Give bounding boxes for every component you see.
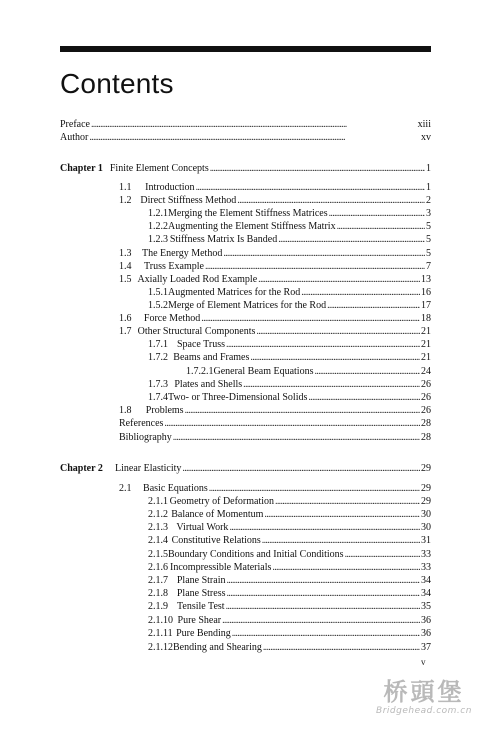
dot-leader [258, 273, 420, 286]
toc-entry-page: 33 [421, 562, 431, 573]
toc-entry-title: Plane Strain [176, 575, 226, 586]
toc-entry-title: Preface [60, 119, 90, 130]
toc-entry-page: 21 [421, 326, 431, 337]
toc-entry-page: 29 [421, 483, 431, 494]
section-number: 1.7 [119, 326, 132, 337]
dot-leader [327, 299, 420, 312]
toc-entry-title: Incompressible Materials [170, 562, 272, 573]
toc-entry-title: Geometry of Deformation [169, 496, 275, 507]
toc-entry-2-1-12[interactable] [148, 641, 431, 654]
dot-leader [264, 508, 420, 521]
section-number: 2.1.11 [148, 628, 173, 639]
dot-leader [226, 338, 420, 351]
section-number: 2.1.1 [148, 496, 168, 507]
toc-entry-1-7-2[interactable] [148, 351, 431, 364]
dot-leader [314, 365, 420, 378]
toc-entry-title: Space Truss [176, 339, 226, 350]
toc-entry-page: 1 [426, 163, 431, 174]
toc-entry-page: 29 [421, 496, 431, 507]
toc-entry-page: 28 [421, 432, 431, 443]
toc-entry-page: 35 [421, 601, 431, 612]
toc-entry-page: 13 [421, 274, 431, 285]
section-number: 2.1.5 [148, 549, 168, 560]
toc-entry-page: 21 [421, 352, 431, 363]
section-number: 1.1 [119, 182, 132, 193]
dot-leader [232, 627, 420, 640]
toc-entry-title: Augmenting the Element Stiffness Matrix [168, 221, 336, 232]
section-number: 1.2.1 [148, 208, 168, 219]
toc-entry-1-3[interactable] [119, 247, 431, 260]
section-number: 1.4 [119, 261, 132, 272]
toc-entry-1-7-4[interactable] [148, 391, 431, 404]
toc-entry-2-1-3[interactable] [148, 521, 431, 534]
toc-entry-page: 5 [426, 234, 431, 245]
dot-leader [262, 534, 420, 547]
toc-entry-title: Direct Stiffness Method [140, 195, 237, 206]
toc-entry-1-4[interactable] [119, 260, 431, 273]
dot-leader [226, 600, 420, 613]
toc-entry-page: 7 [426, 261, 431, 272]
toc-entry-title: Bending and Shearing [173, 642, 262, 653]
toc-entry-title: Other Structural Components [137, 326, 256, 337]
dot-leader [182, 462, 420, 475]
toc-entry-title: Basic Equations [143, 483, 208, 494]
section-number: 1.2 [119, 195, 132, 206]
toc-entry-1-8[interactable] [119, 404, 431, 417]
toc-entry-title: Linear Elasticity [115, 463, 182, 474]
toc-entry-page: 16 [421, 287, 431, 298]
dot-leader [278, 233, 425, 246]
toc-entry-page: 5 [426, 248, 431, 259]
section-number: 2.1.3 [148, 522, 168, 533]
toc-entry-page: 36 [421, 628, 431, 639]
toc-entry-title: Finite Element Concepts [109, 163, 209, 174]
dot-leader [89, 131, 420, 144]
section-number: 2.1.9 [148, 601, 168, 612]
toc-entry-page: 28 [421, 418, 431, 429]
toc-entry-chapter-2[interactable] [60, 462, 431, 475]
section-number: 2.1.12 [148, 642, 173, 653]
section-number: 2.1.8 [148, 588, 168, 599]
dot-leader [345, 548, 420, 561]
dot-leader [210, 162, 425, 175]
section-number: 2.1.6 [148, 562, 168, 573]
dot-leader [205, 260, 425, 273]
toc-entry-title: Two- or Three-Dimensional Solids [168, 392, 308, 403]
toc-entry-title: Augmented Matrices for the Rod [168, 287, 301, 298]
dot-leader [275, 495, 420, 508]
toc-entry-title: General Beam Equations [213, 366, 314, 377]
watermark-url: Bridgehead.com.cn [376, 706, 472, 716]
section-number: 2.1 [119, 483, 132, 494]
toc-entry-page: 17 [421, 300, 431, 311]
toc-entry-page: 26 [421, 392, 431, 403]
toc-entry-1-2-2[interactable] [148, 220, 431, 233]
toc-entry-title: Constitutive Relations [171, 535, 261, 546]
toc-entry-author[interactable] [60, 131, 431, 144]
dot-leader [223, 247, 425, 260]
toc-entry-page: 2 [426, 195, 431, 206]
toc-entry-page: 26 [421, 379, 431, 390]
section-number: 1.7.2.1 [186, 366, 214, 377]
toc-entry-1-5-1[interactable] [148, 286, 431, 299]
dot-leader [256, 325, 420, 338]
section-number: 1.7.4 [148, 392, 168, 403]
toc-entry-page: 34 [421, 588, 431, 599]
toc-entry-page: 36 [421, 615, 431, 626]
dot-leader [329, 207, 425, 220]
section-number: 1.5 [119, 274, 132, 285]
dot-leader [308, 391, 420, 404]
toc-entry-title: Plane Stress [176, 588, 226, 599]
toc-entry-page: 18 [421, 313, 431, 324]
section-number: 1.2.2 [148, 221, 168, 232]
toc-entry-page: 37 [421, 642, 431, 653]
toc-entry-2-1-10[interactable] [148, 614, 431, 627]
section-number: 1.5.1 [148, 287, 168, 298]
top-rule [60, 46, 431, 52]
toc-entry-title: Force Method [143, 313, 201, 324]
toc-entry-1-6[interactable] [119, 312, 431, 325]
toc-entry-1-5-2[interactable] [148, 299, 431, 312]
toc-entry-page: 3 [426, 208, 431, 219]
toc-entry-2-1-11[interactable] [148, 627, 431, 640]
toc-entry-page: 26 [421, 405, 431, 416]
toc-entry-title: Bibliography [119, 432, 172, 443]
toc-entry-2-1-2[interactable] [148, 508, 431, 521]
dot-leader [226, 587, 420, 600]
toc-entry-1-7-2-1[interactable] [186, 365, 431, 378]
toc-entry-title: Merging the Element Stiffness Matrices [168, 208, 328, 219]
toc-entry-page: 1 [426, 182, 431, 193]
dot-leader [222, 614, 420, 627]
toc-entry-page: 29 [421, 463, 431, 474]
toc-entry-title: Introduction [145, 182, 195, 193]
toc-entry-1-2-3[interactable] [148, 233, 431, 246]
dot-leader [229, 521, 420, 534]
watermark-logo [368, 678, 480, 716]
toc-entry-title: Pure Shear [177, 615, 222, 626]
toc-entry-page: 31 [421, 535, 431, 546]
section-number: 1.7.2 [148, 352, 168, 363]
dot-leader [91, 118, 417, 131]
toc-entry-2-1-8[interactable] [148, 587, 431, 600]
toc-entry-1-7[interactable] [119, 325, 431, 338]
toc-entry-1-1[interactable] [119, 181, 431, 194]
toc-entry-title: Problems [145, 405, 184, 416]
section-number: 2.1.2 [148, 509, 168, 520]
toc-entry-1-7-1[interactable] [148, 338, 431, 351]
toc-entry-title: Beams and Frames [173, 352, 250, 363]
toc-entry-page: 30 [421, 522, 431, 533]
dot-leader [272, 561, 420, 574]
toc-entry-1-2-1[interactable] [148, 207, 431, 220]
dot-leader [263, 641, 420, 654]
page-number: v [421, 657, 426, 667]
toc-entry-2-1-6[interactable] [148, 561, 431, 574]
section-number: 1.8 [119, 405, 132, 416]
toc-entry-2-1-9[interactable] [148, 600, 431, 613]
dot-leader [201, 312, 420, 325]
dot-leader [209, 482, 420, 495]
toc-entry-title: Pure Bending [176, 628, 231, 639]
section-number: 1.7.1 [148, 339, 168, 350]
toc-entry-2-1[interactable] [119, 482, 431, 495]
toc-entry-page: xv [421, 132, 431, 143]
dot-leader [243, 378, 420, 391]
section-number: 1.2.3 [148, 234, 168, 245]
toc-entry-2-1-7[interactable] [148, 574, 431, 587]
section-number: 1.6 [119, 313, 132, 324]
toc-entry-2-1-1[interactable] [148, 495, 431, 508]
toc-entry-title: The Energy Method [141, 248, 223, 259]
toc-entry-title: Plates and Shells [174, 379, 243, 390]
toc-entry-title: Tensile Test [177, 601, 225, 612]
chapter-label: Chapter 1 [60, 163, 103, 174]
toc-entry-1-5[interactable] [119, 273, 431, 286]
toc-entry-1-7-3[interactable] [148, 378, 431, 391]
watermark-text: 桥頭堡 [383, 678, 465, 706]
toc-entry-page: 33 [421, 549, 431, 560]
toc-entry-title: Virtual Work [176, 522, 229, 533]
section-number: 1.3 [119, 248, 132, 259]
dot-leader [337, 220, 425, 233]
toc-entry-1-2[interactable] [119, 194, 431, 207]
toc-entry-title: Axially Loaded Rod Example [137, 274, 258, 285]
page-title: Contents [60, 68, 174, 99]
toc-entry-title: Truss Example [144, 261, 204, 272]
toc-entry-title: References [119, 418, 164, 429]
toc-entry-title: Boundary Conditions and Initial Conditions [168, 549, 344, 560]
toc-entry-page: 30 [421, 509, 431, 520]
dot-leader [250, 351, 420, 364]
dot-leader [173, 431, 420, 444]
toc-entry-page: 34 [421, 575, 431, 586]
section-number: 1.7.3 [148, 379, 168, 390]
dot-leader [196, 181, 425, 194]
toc-entry-title: Stiffness Matrix Is Banded [169, 234, 278, 245]
toc-entry-page: xiii [417, 119, 431, 130]
chapter-label: Chapter 2 [60, 463, 103, 474]
section-number: 2.1.7 [148, 575, 168, 586]
toc-entry-page: 24 [421, 366, 431, 377]
dot-leader [301, 286, 420, 299]
toc-entry-title: Author [60, 132, 89, 143]
toc-entry-2-1-5[interactable] [148, 548, 431, 561]
toc-entry-chapter-1[interactable] [60, 162, 431, 175]
toc-entry-bibliography[interactable] [119, 431, 431, 444]
dot-leader [226, 574, 420, 587]
section-number: 2.1.10 [148, 615, 173, 626]
toc-entry-preface[interactable] [60, 118, 431, 131]
dot-leader [237, 194, 425, 207]
section-number: 1.5.2 [148, 300, 168, 311]
toc-entry-title: Balance of Momentum [171, 509, 264, 520]
dot-leader [164, 417, 420, 430]
toc-entry-references[interactable] [119, 417, 431, 430]
toc-entry-page: 21 [421, 339, 431, 350]
toc-entry-title: Merge of Element Matrices for the Rod [168, 300, 327, 311]
toc-entry-page: 5 [426, 221, 431, 232]
section-number: 2.1.4 [148, 535, 168, 546]
dot-leader [185, 404, 420, 417]
toc-entry-2-1-4[interactable] [148, 534, 431, 547]
